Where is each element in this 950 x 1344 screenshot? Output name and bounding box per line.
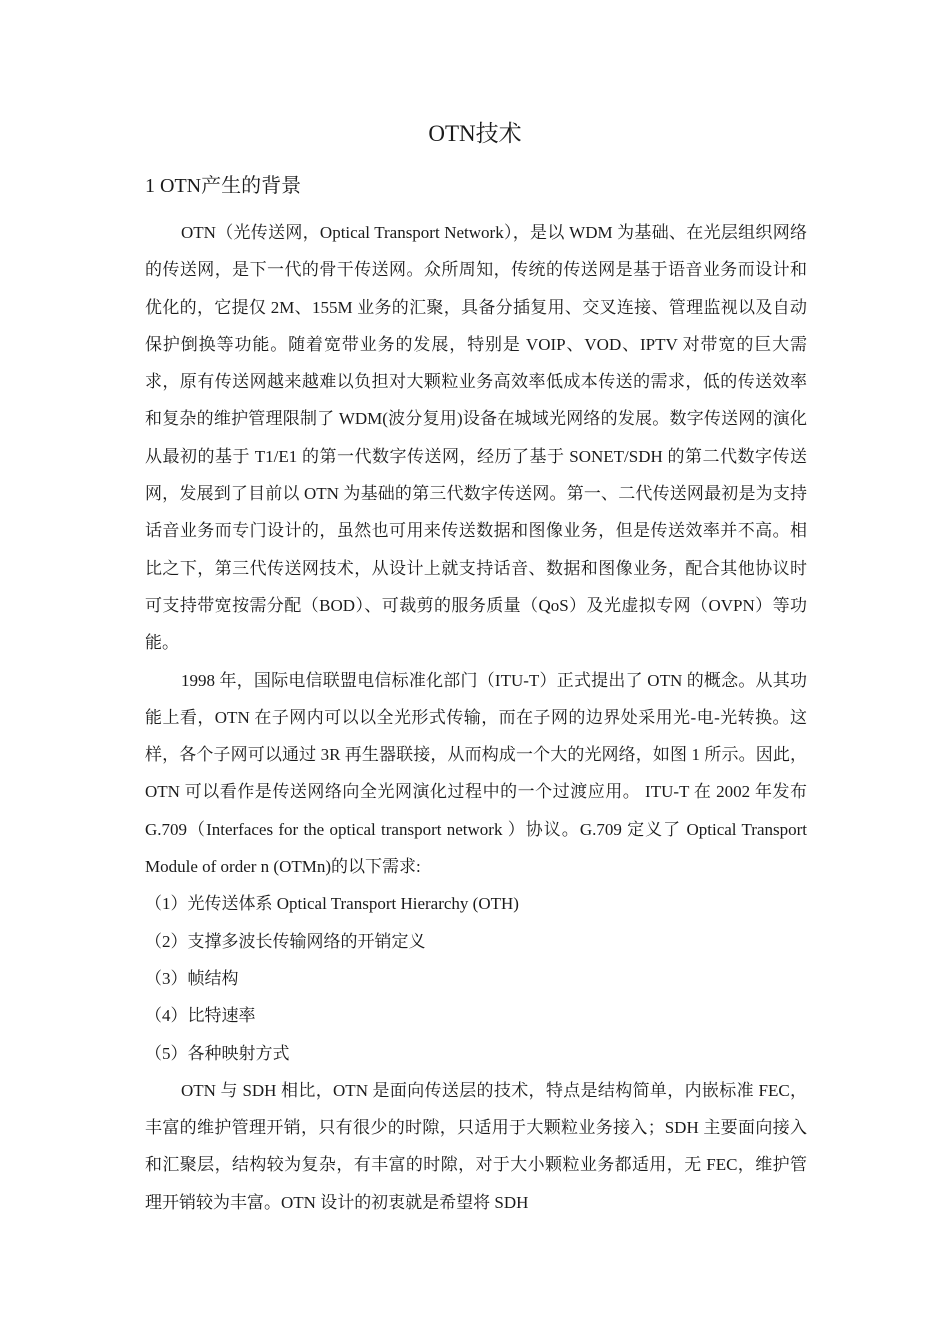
paragraph-otn-history: 1998 年，国际电信联盟电信标准化部门（ITU-T）正式提出了 OTN 的概念。从其功能上看，OTN 在子网内可以以全光形式传输，而在子网的边界处采用光-电-光转换。这样，各个子网可以通过 3R 再生器联接，从而构成一个大的光网络，如图 1 所示。因此，OTN 可以看作是传送网络向全光网演化过程中的一个过渡应用。 ITU-T 在 2002 年发布 G.709（Interfaces for the optical transport network ）协议。G.709 定义了 Optical Transport Module of order n (OTMn)的以下需求: (145, 670, 807, 877)
document-title: OTN技术 (428, 121, 522, 146)
list-item: （1）光传送体系 Optical Transport Hierarchy (OTH) (145, 894, 519, 914)
list-item: （2）支撑多波长传输网络的开销定义 (145, 931, 426, 951)
document-body (145, 214, 807, 1221)
requirements-list (145, 885, 807, 1071)
paragraph-background: OTN（光传送网，Optical Transport Network），是以 WDM 为基础、在光层组织网络的传送网，是下一代的骨干传送网。众所周知，传统的传送网是基于语音业务而设计和优化的，它提仅 2M、155M 业务的汇聚，具备分插复用、交叉连接、管理监视以及自动保护倒换等功能。随着宽带业务的发展，特别是 VOIP、VOD、IPTV 对带宽的巨大需求，原有传送网越来越难以负担对大颗粒业务高效率低成本传送的需求，低的传送效率和复杂的维护管理限制了 WDM(波分复用)设备在城域光网络的发展。数字传送网的演化从最初的基于 T1/E1 的第一代数字传送网，经历了基于 SONET/SDH 的第二代数字传送网，发展到了目前以 OTN 为基础的第三代数字传送网。第一、二代传送网最初是为支持话音业务而专门设计的，虽然也可用来传送数据和图像业务，但是传送效率并不高。相比之下，第三代传送网技术，从设计上就支持话音、数据和图像业务，配合其他协议时可支持带宽按需分配（BOD）、可裁剪的服务质量（QoS）及光虚拟专网（OVPN）等功能。 (145, 223, 807, 653)
paragraph-otn-vs-sdh: OTN 与 SDH 相比，OTN 是面向传送层的技术，特点是结构简单，内嵌标准 FEC，丰富的维护管理开销，只有很少的时隙，只适用于大颗粒业务接入；SDH 主要面向接入和汇聚层，结构较为复杂，有丰富的时隙，对于大小颗粒业务都适用，无 FEC，维护管理开销较为丰富。OTN 设计的初衷就是希望将 SDH (145, 1080, 807, 1212)
list-item: （4）比特速率 (145, 1006, 256, 1026)
section-heading: 1 OTN产生的背景 (145, 175, 302, 197)
list-item: （3）帧结构 (145, 968, 239, 988)
list-item: （5）各种映射方式 (145, 1043, 290, 1063)
